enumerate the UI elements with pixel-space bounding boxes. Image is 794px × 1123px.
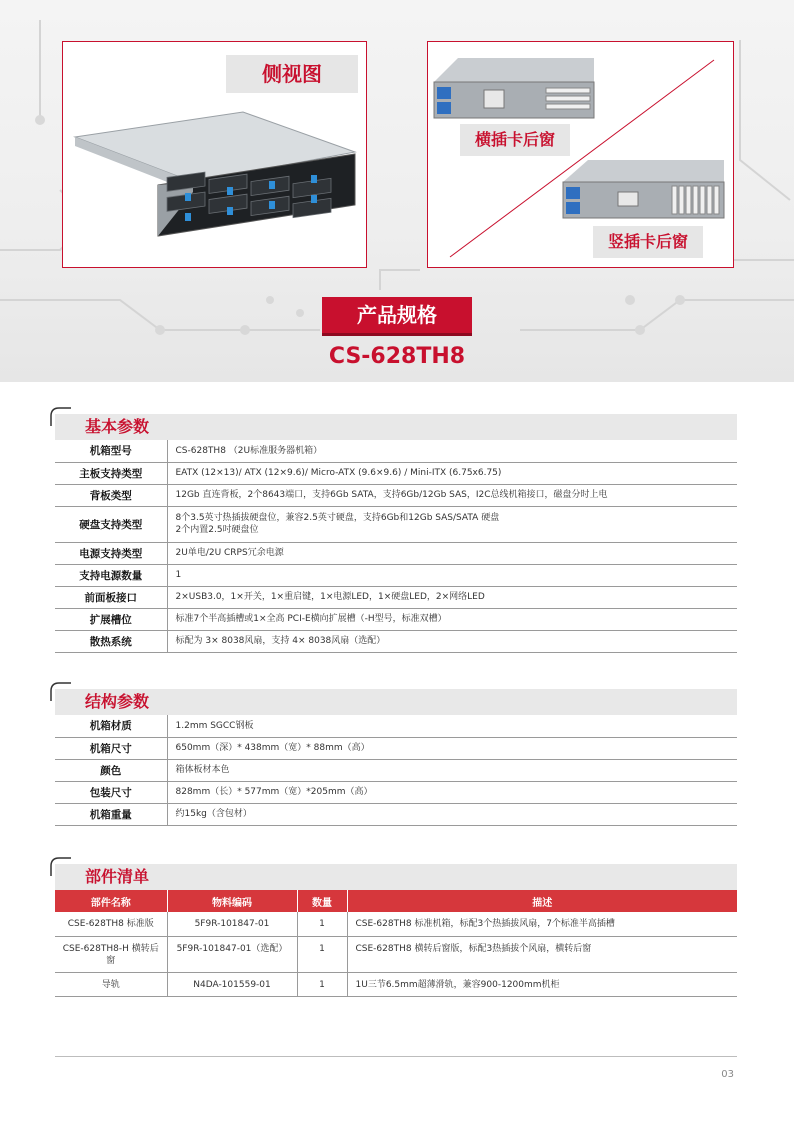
part-code: N4DA-101559-01	[167, 972, 297, 996]
parts-list-section	[55, 864, 737, 997]
horizontal-window-label: 横插卡后窗	[460, 124, 570, 156]
section-title: 部件清单	[85, 867, 150, 886]
part-qty: 1	[297, 912, 347, 936]
page-number: 03	[721, 1069, 734, 1080]
chassis-front-image	[63, 42, 368, 269]
param-value	[167, 506, 737, 542]
param-key: 颜色	[55, 759, 167, 781]
side-view-panel	[62, 41, 367, 268]
corner-decoration-icon	[49, 679, 73, 703]
part-desc: 1U三节6.5mm超薄滑轨，兼容900-1200mm机柜	[347, 972, 737, 996]
table-row	[55, 972, 737, 996]
table-row	[55, 715, 737, 737]
basic-params-table	[55, 440, 737, 653]
section-header	[55, 414, 737, 440]
part-qty: 1	[297, 972, 347, 996]
part-name: 导轨	[55, 972, 167, 996]
column-header: 描述	[347, 890, 737, 912]
rear-view-panel	[427, 41, 734, 268]
vertical-window-label: 竖插卡后窗	[593, 226, 703, 258]
table-row	[55, 630, 737, 652]
table-header-row	[55, 890, 737, 912]
param-value: 1.2mm SGCC钢板	[167, 715, 737, 737]
param-key: 机箱材质	[55, 715, 167, 737]
basic-params-section	[55, 414, 737, 653]
param-value-line: 2个内置2.5吋硬盘位	[175, 525, 259, 535]
table-row	[55, 759, 737, 781]
param-value: EATX (12×13)/ ATX (12×9.6)/ Micro-ATX (9.6×9.6) / Mini-ITX (6.75x6.75)	[167, 462, 737, 484]
corner-decoration-icon	[49, 404, 73, 428]
section-header	[55, 864, 737, 890]
column-header: 数量	[297, 890, 347, 912]
part-name: CSE-628TH8-H 横转后窗	[55, 936, 167, 972]
section-title: 结构参数	[85, 692, 150, 711]
param-value: 约15kg（含包材）	[167, 803, 737, 825]
model-title: CS-628TH8	[328, 344, 466, 369]
table-row	[55, 781, 737, 803]
param-key: 机箱尺寸	[55, 737, 167, 759]
param-key: 机箱重量	[55, 803, 167, 825]
table-row	[55, 608, 737, 630]
parts-table	[55, 890, 737, 997]
table-row	[55, 912, 737, 936]
part-desc: CSE-628TH8 标准机箱，标配3个热插拔风扇，7个标准半高插槽	[347, 912, 737, 936]
param-value: 650mm（深）* 438mm（宽）* 88mm（高）	[167, 737, 737, 759]
side-view-label: 侧视图	[226, 55, 358, 93]
param-value: 1	[167, 564, 737, 586]
param-value: 标配为 3× 8038风扇，支持 4× 8038风扇（选配）	[167, 630, 737, 652]
param-value: 2×USB3.0，1×开关，1×重启键，1×电源LED，1×硬盘LED，2×网络LED	[167, 586, 737, 608]
param-key: 前面板接口	[55, 586, 167, 608]
param-key: 扩展槽位	[55, 608, 167, 630]
param-value: CS-628TH8 （2U标准服务器机箱）	[167, 440, 737, 462]
column-header: 物料编码	[167, 890, 297, 912]
part-desc: CSE-628TH8 横转后窗版，标配3热插拔个风扇，横转后窗	[347, 936, 737, 972]
section-header	[55, 689, 737, 715]
table-row	[55, 564, 737, 586]
part-code: 5F9R-101847-01（选配）	[167, 936, 297, 972]
table-row	[55, 803, 737, 825]
section-title: 基本参数	[85, 417, 150, 436]
param-value: 标准7个半高插槽或1×全高 PCI-E横向扩展槽（-H型号，标准双槽）	[167, 608, 737, 630]
part-code: 5F9R-101847-01	[167, 912, 297, 936]
param-key: 电源支持类型	[55, 542, 167, 564]
param-key: 硬盘支持类型	[55, 506, 167, 542]
param-value: 12Gb 直连背板，2个8643端口，支持6Gb SATA，支持6Gb/12Gb SAS，I2C总线机箱接口，磁盘分时上电	[167, 484, 737, 506]
part-qty: 1	[297, 936, 347, 972]
table-row	[55, 440, 737, 462]
table-row	[55, 586, 737, 608]
hero-banner	[0, 0, 794, 382]
param-key: 背板类型	[55, 484, 167, 506]
column-header: 部件名称	[55, 890, 167, 912]
spec-badge: 产品规格	[322, 297, 472, 333]
param-value: 2U单电/2U CRPS冗余电源	[167, 542, 737, 564]
param-key: 主板支持类型	[55, 462, 167, 484]
table-row	[55, 462, 737, 484]
param-value: 828mm（长）* 577mm（宽）*205mm（高）	[167, 781, 737, 803]
param-value-line: 8个3.5英寸热插拔硬盘位，兼容2.5英寸硬盘，支持6Gb和12Gb SAS/SATA 硬盘	[175, 513, 500, 523]
param-key: 包装尺寸	[55, 781, 167, 803]
part-name: CSE-628TH8 标准版	[55, 912, 167, 936]
param-value: 箱体板材本色	[167, 759, 737, 781]
table-row	[55, 737, 737, 759]
structure-params-table	[55, 715, 737, 826]
param-key: 散热系统	[55, 630, 167, 652]
table-row	[55, 936, 737, 972]
footer-divider	[55, 1056, 737, 1057]
table-row	[55, 484, 737, 506]
structure-params-section	[55, 689, 737, 826]
param-key: 机箱型号	[55, 440, 167, 462]
param-key: 支持电源数量	[55, 564, 167, 586]
corner-decoration-icon	[49, 854, 73, 878]
table-row	[55, 506, 737, 542]
table-row	[55, 542, 737, 564]
